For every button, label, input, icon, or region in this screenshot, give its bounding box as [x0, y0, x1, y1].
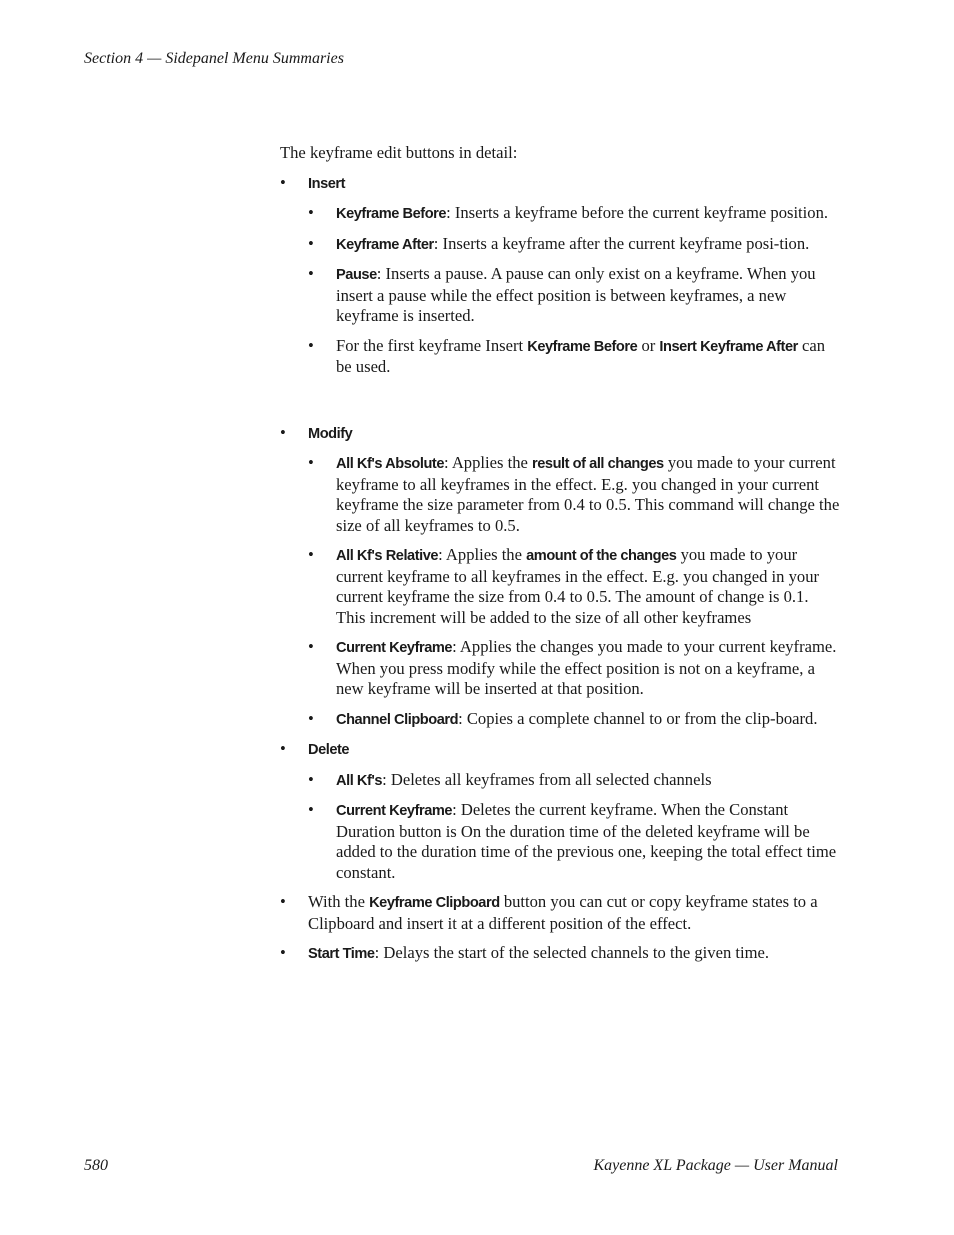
- term: All Kf's Absolute: [336, 456, 444, 472]
- note-text: can be used.: [336, 335, 826, 376]
- list-item: [308, 203, 840, 225]
- list-item: [308, 637, 840, 700]
- term: Insert Keyframe After: [659, 338, 798, 355]
- list-item: [308, 709, 840, 731]
- bullet: •: [308, 769, 314, 789]
- term: Current Keyframe: [336, 640, 453, 656]
- description: : Applies the changes you made to your current keyframe. When you press modify while the effect position is not on a keyframe, a new keyframe will be inserted at that position.: [336, 637, 837, 698]
- bullet: •: [308, 453, 314, 472]
- bullet: •: [280, 172, 286, 192]
- section-title-delete: Delete: [308, 742, 350, 758]
- list-item-delete: [280, 739, 840, 883]
- term: Pause: [336, 267, 377, 283]
- list-item-start-time: [280, 943, 840, 965]
- bullet: •: [308, 545, 314, 564]
- description: : Deletes the current keyframe. When the Constant Duration button is On the duration time of the deleted keyframe will be added to the duration time of the previous one, keeping the total effect time constant.: [336, 800, 837, 882]
- term: Keyframe Before: [336, 206, 447, 222]
- term: result of all changes: [532, 456, 664, 472]
- section-title-insert: Insert: [308, 175, 346, 192]
- list-item-insert: [280, 173, 840, 378]
- description: : Delays the start of the selected channels to the given time.: [374, 943, 770, 962]
- bullet: •: [308, 708, 314, 728]
- list-item: [308, 336, 840, 378]
- manual-title: Kayenne XL Package — User Manual: [593, 1157, 838, 1174]
- bullet: •: [308, 233, 314, 253]
- description: : Inserts a pause. A pause can only exist on a keyframe. When you insert a pause while the effect position is between keyframes, a new keyframe is inserted.: [336, 264, 816, 325]
- note-text: or: [637, 335, 660, 355]
- bullet: •: [308, 264, 314, 283]
- list-item-modify: [280, 423, 840, 731]
- description: you made to your current keyframe to all keyframes in the effect. E.g. you changed in your current keyframe the size parameter from 0.4 to 0.5. This command will change the size of all keyframes to 0.5.: [336, 453, 840, 535]
- term: Start Time: [308, 946, 375, 962]
- bullet: •: [308, 637, 314, 656]
- bullet: •: [280, 422, 286, 442]
- bullet: •: [280, 943, 286, 962]
- list-item: [308, 545, 840, 628]
- term: Channel Clipboard: [336, 711, 459, 728]
- intro-text: The keyframe edit buttons in detail:: [280, 143, 518, 162]
- list-item: [308, 770, 840, 792]
- term: All Kf's Relative: [336, 548, 439, 564]
- description: With the: [308, 892, 370, 911]
- term: Keyframe Before: [527, 338, 638, 355]
- section-title-modify: Modify: [308, 425, 353, 442]
- note-text: For the first keyframe Insert: [336, 335, 528, 355]
- description: : Copies a complete channel to or from the clip-board.: [458, 708, 818, 728]
- term: All Kf's: [336, 772, 383, 789]
- description: : Applies the: [438, 545, 527, 564]
- body-content: [280, 143, 840, 965]
- list-item: [308, 264, 840, 327]
- list-item: [308, 453, 840, 536]
- term: Keyframe After: [336, 236, 434, 253]
- description: : Inserts a keyframe before the current keyframe position.: [446, 203, 829, 222]
- page-number: 580: [84, 1157, 108, 1174]
- bullet: •: [308, 335, 314, 355]
- bullet: •: [308, 800, 314, 819]
- bullet: •: [280, 739, 286, 758]
- description: button you can cut or copy keyframe states to a Clipboard and insert it at a different position of the effect.: [308, 892, 818, 933]
- term: Current Keyframe: [336, 803, 453, 819]
- term: amount of the changes: [526, 548, 677, 564]
- description: : Applies the: [443, 453, 533, 472]
- list-item-clipboard: [280, 892, 840, 934]
- list-item: [308, 800, 840, 883]
- bullet: •: [280, 892, 286, 911]
- list-item: [308, 234, 840, 256]
- bullet: •: [308, 203, 314, 222]
- description: : Deletes all keyframes from all selected channels: [382, 769, 712, 789]
- page-header: Section 4 — Sidepanel Menu Summaries: [84, 50, 344, 67]
- description: you made to your current keyframe to all keyframes in the effect. E.g. you changed in your current keyframe the size from 0.4 to 0.5. The amount of change is 0.1. This increment will be added to the size of all other keyframes: [336, 545, 820, 627]
- description: : Inserts a keyframe after the current keyframe posi-tion.: [433, 233, 810, 253]
- term: Keyframe Clipboard: [369, 895, 500, 911]
